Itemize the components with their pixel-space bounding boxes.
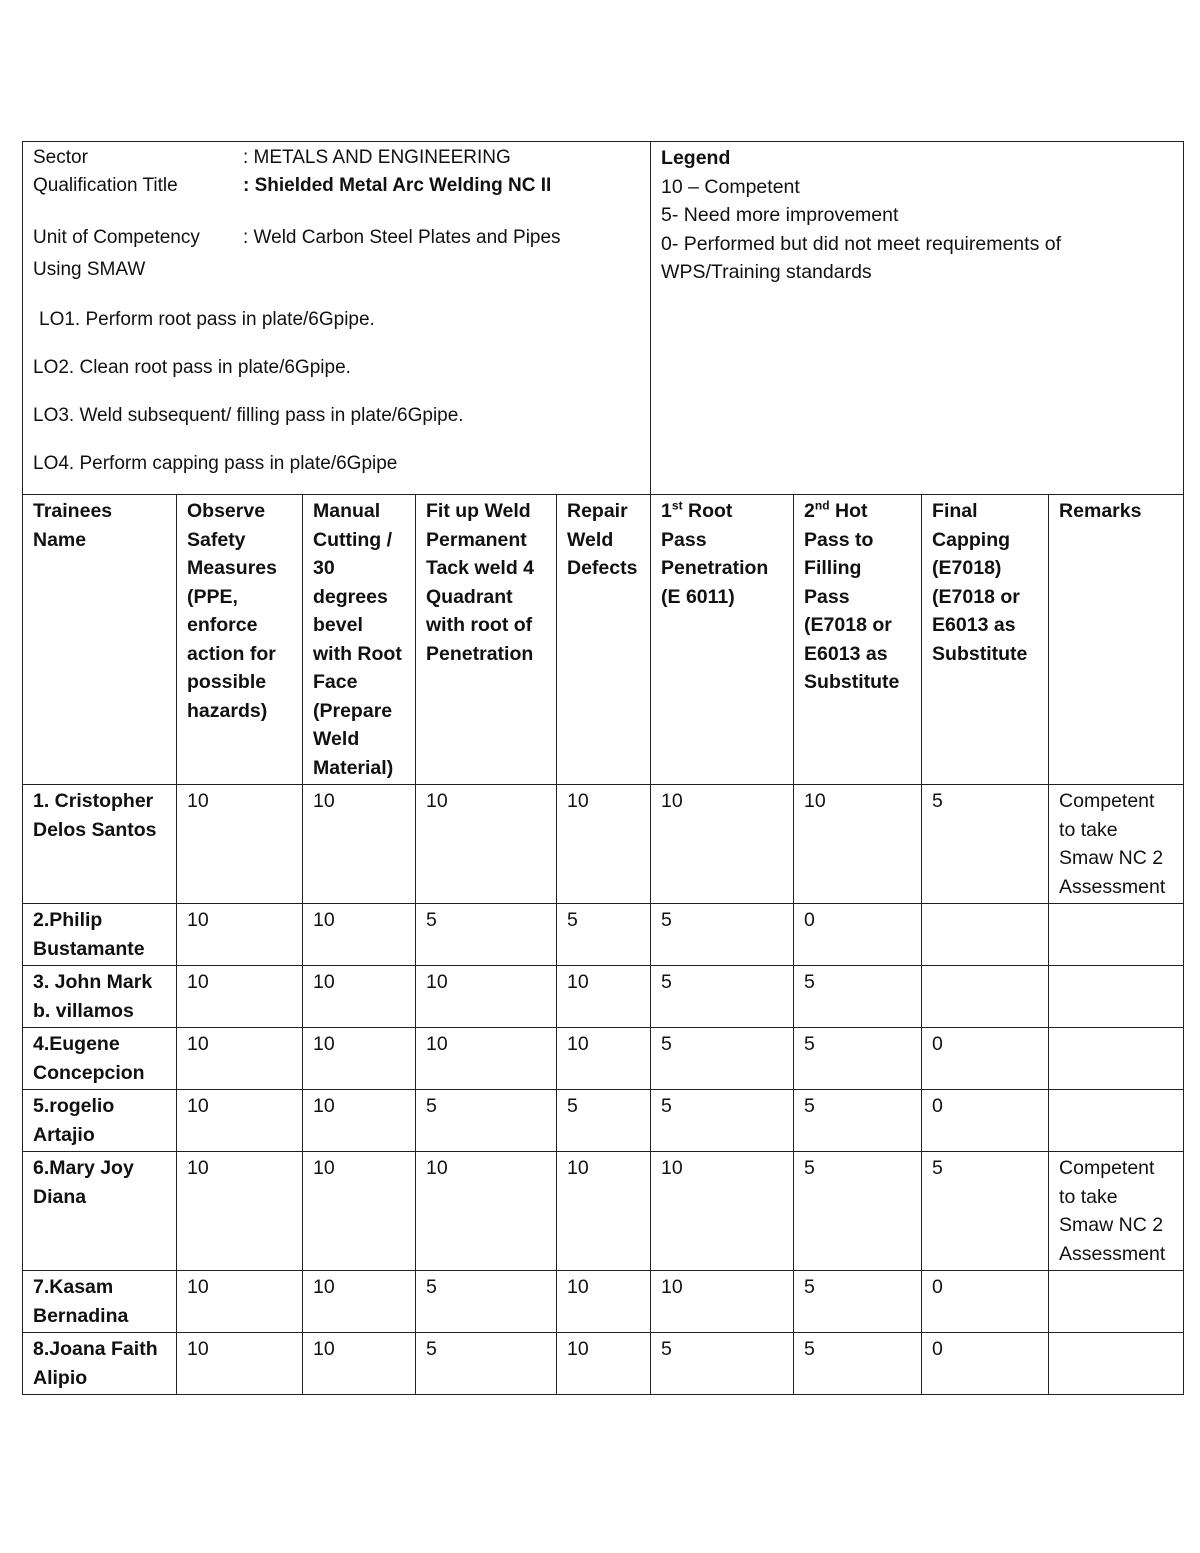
header-safety: Observe Safety Measures (PPE, enforce action for possible hazards) [177, 495, 303, 785]
score-cutting: 10 [303, 1271, 416, 1333]
trainee-name: 5.rogelio Artajio [23, 1090, 177, 1152]
score-fitup: 10 [416, 1152, 557, 1271]
score-hot: 10 [794, 785, 922, 904]
score-cutting: 10 [303, 966, 416, 1028]
remarks [1049, 904, 1184, 966]
unit-value: : Weld Carbon Steel Plates and Pipes [243, 227, 561, 248]
score-capping: 0 [922, 1028, 1049, 1090]
remarks [1049, 1271, 1184, 1333]
score-repair: 10 [557, 966, 651, 1028]
legend-title: Legend [661, 147, 731, 169]
score-root: 10 [651, 1152, 794, 1271]
remarks: Competent to take Smaw NC 2 Assessment [1049, 785, 1184, 904]
score-repair: 10 [557, 1333, 651, 1395]
score-fitup: 10 [416, 966, 557, 1028]
score-root: 10 [651, 785, 794, 904]
score-root: 5 [651, 1028, 794, 1090]
unit-label: Unit of Competency [33, 227, 200, 248]
remarks [1049, 1028, 1184, 1090]
score-fitup: 10 [416, 785, 557, 904]
root-num: 1 [661, 500, 672, 522]
unit-of-competency [33, 222, 640, 286]
hot-num: 2 [804, 500, 815, 522]
score-safety: 10 [177, 1271, 303, 1333]
header-repair: Repair Weld Defects [557, 495, 651, 785]
table-row [23, 1271, 1184, 1333]
score-safety: 10 [177, 1152, 303, 1271]
table-row [23, 1028, 1184, 1090]
score-fitup: 5 [416, 1333, 557, 1395]
qualification-info-cell [23, 142, 651, 495]
hot-rest: Hot Pass to Filling Pass (E7018 or E6013 as Substitute [804, 500, 900, 693]
header-row [23, 495, 1184, 785]
trainee-name: 1. Cristopher Delos Santos [23, 785, 177, 904]
score-capping: 0 [922, 1090, 1049, 1152]
qualification-value: : Shielded Metal Arc Welding NC II [243, 175, 552, 196]
assessment-table [22, 141, 1184, 1395]
header-remarks: Remarks [1049, 495, 1184, 785]
trainee-name: 8.Joana Faith Alipio [23, 1333, 177, 1395]
score-safety: 10 [177, 1090, 303, 1152]
score-safety: 10 [177, 966, 303, 1028]
score-fitup: 5 [416, 1271, 557, 1333]
score-fitup: 5 [416, 904, 557, 966]
score-repair: 5 [557, 1090, 651, 1152]
score-fitup: 10 [416, 1028, 557, 1090]
unit-value-cont: Using SMAW [33, 259, 146, 280]
root-rest: Root Pass Penetration (E 6011) [661, 500, 769, 608]
score-capping: 5 [922, 1152, 1049, 1271]
lo1-text: LO1. Perform root pass in plate/6Gpipe. [39, 309, 375, 330]
score-capping [922, 904, 1049, 966]
score-hot: 5 [794, 966, 922, 1028]
score-repair: 10 [557, 1271, 651, 1333]
score-hot: 5 [794, 1271, 922, 1333]
remarks [1049, 1333, 1184, 1395]
score-repair: 10 [557, 1028, 651, 1090]
score-hot: 5 [794, 1028, 922, 1090]
sector-value: : METALS AND ENGINEERING [243, 147, 511, 168]
header-fitup: Fit up Weld Permanent Tack weld 4 Quadrant with root of Penetration [416, 495, 557, 785]
table-row [23, 1152, 1184, 1271]
hot-sup: nd [814, 498, 830, 513]
score-capping [922, 966, 1049, 1028]
header-capping: Final Capping (E7018) (E7018 or E6013 as Substitute [922, 495, 1049, 785]
score-repair: 10 [557, 785, 651, 904]
score-safety: 10 [177, 1028, 303, 1090]
header-root-pass [651, 495, 794, 785]
score-hot: 0 [794, 904, 922, 966]
score-capping: 0 [922, 1333, 1049, 1395]
remarks [1049, 1090, 1184, 1152]
legend-line-not-met: 0- Performed but did not meet requirements of WPS/Training standards [661, 232, 1061, 283]
sector-label: Sector [33, 147, 88, 168]
trainee-name: 2.Philip Bustamante [23, 904, 177, 966]
score-safety: 10 [177, 904, 303, 966]
trainee-name: 3. John Mark b. villamos [23, 966, 177, 1028]
header-hot-pass [794, 495, 922, 785]
score-repair: 10 [557, 1152, 651, 1271]
score-safety: 10 [177, 1333, 303, 1395]
lo3-text: LO3. Weld subsequent/ filling pass in plate/6Gpipe. [33, 405, 464, 426]
score-cutting: 10 [303, 1028, 416, 1090]
qualification-line [33, 172, 640, 200]
score-capping: 0 [922, 1271, 1049, 1333]
score-capping: 5 [922, 785, 1049, 904]
info-row [23, 142, 1184, 495]
score-hot: 5 [794, 1152, 922, 1271]
score-cutting: 10 [303, 785, 416, 904]
lo4-text: LO4. Perform capping pass in plate/6Gpipe [33, 453, 398, 474]
root-sup: st [671, 498, 683, 513]
legend-cell [651, 142, 1184, 495]
lo2-text: LO2. Clean root pass in plate/6Gpipe. [33, 357, 351, 378]
score-root: 5 [651, 1090, 794, 1152]
header-trainees-name: Trainees Name [23, 495, 177, 785]
legend-line-competent: 10 – Competent [661, 175, 800, 198]
score-repair: 5 [557, 904, 651, 966]
score-root: 5 [651, 966, 794, 1028]
score-fitup: 5 [416, 1090, 557, 1152]
score-cutting: 10 [303, 904, 416, 966]
remarks [1049, 966, 1184, 1028]
table-row [23, 904, 1184, 966]
table-row [23, 1090, 1184, 1152]
score-root: 5 [651, 1333, 794, 1395]
qualification-label: Qualification Title [33, 175, 178, 196]
score-hot: 5 [794, 1090, 922, 1152]
sector-line [33, 144, 640, 172]
score-cutting: 10 [303, 1333, 416, 1395]
score-root: 10 [651, 1271, 794, 1333]
remarks: Competent to take Smaw NC 2 Assessment [1049, 1152, 1184, 1271]
trainee-name: 6.Mary Joy Diana [23, 1152, 177, 1271]
trainee-name: 7.Kasam Bernadina [23, 1271, 177, 1333]
score-root: 5 [651, 904, 794, 966]
score-cutting: 10 [303, 1090, 416, 1152]
trainee-name: 4.Eugene Concepcion [23, 1028, 177, 1090]
score-safety: 10 [177, 785, 303, 904]
score-hot: 5 [794, 1333, 922, 1395]
score-cutting: 10 [303, 1152, 416, 1271]
header-cutting: Manual Cutting / 30 degrees bevel with Root Face (Prepare Weld Material) [303, 495, 416, 785]
table-row [23, 785, 1184, 904]
table-row [23, 1333, 1184, 1395]
table-row [23, 966, 1184, 1028]
legend-line-improvement: 5- Need more improvement [661, 204, 899, 226]
